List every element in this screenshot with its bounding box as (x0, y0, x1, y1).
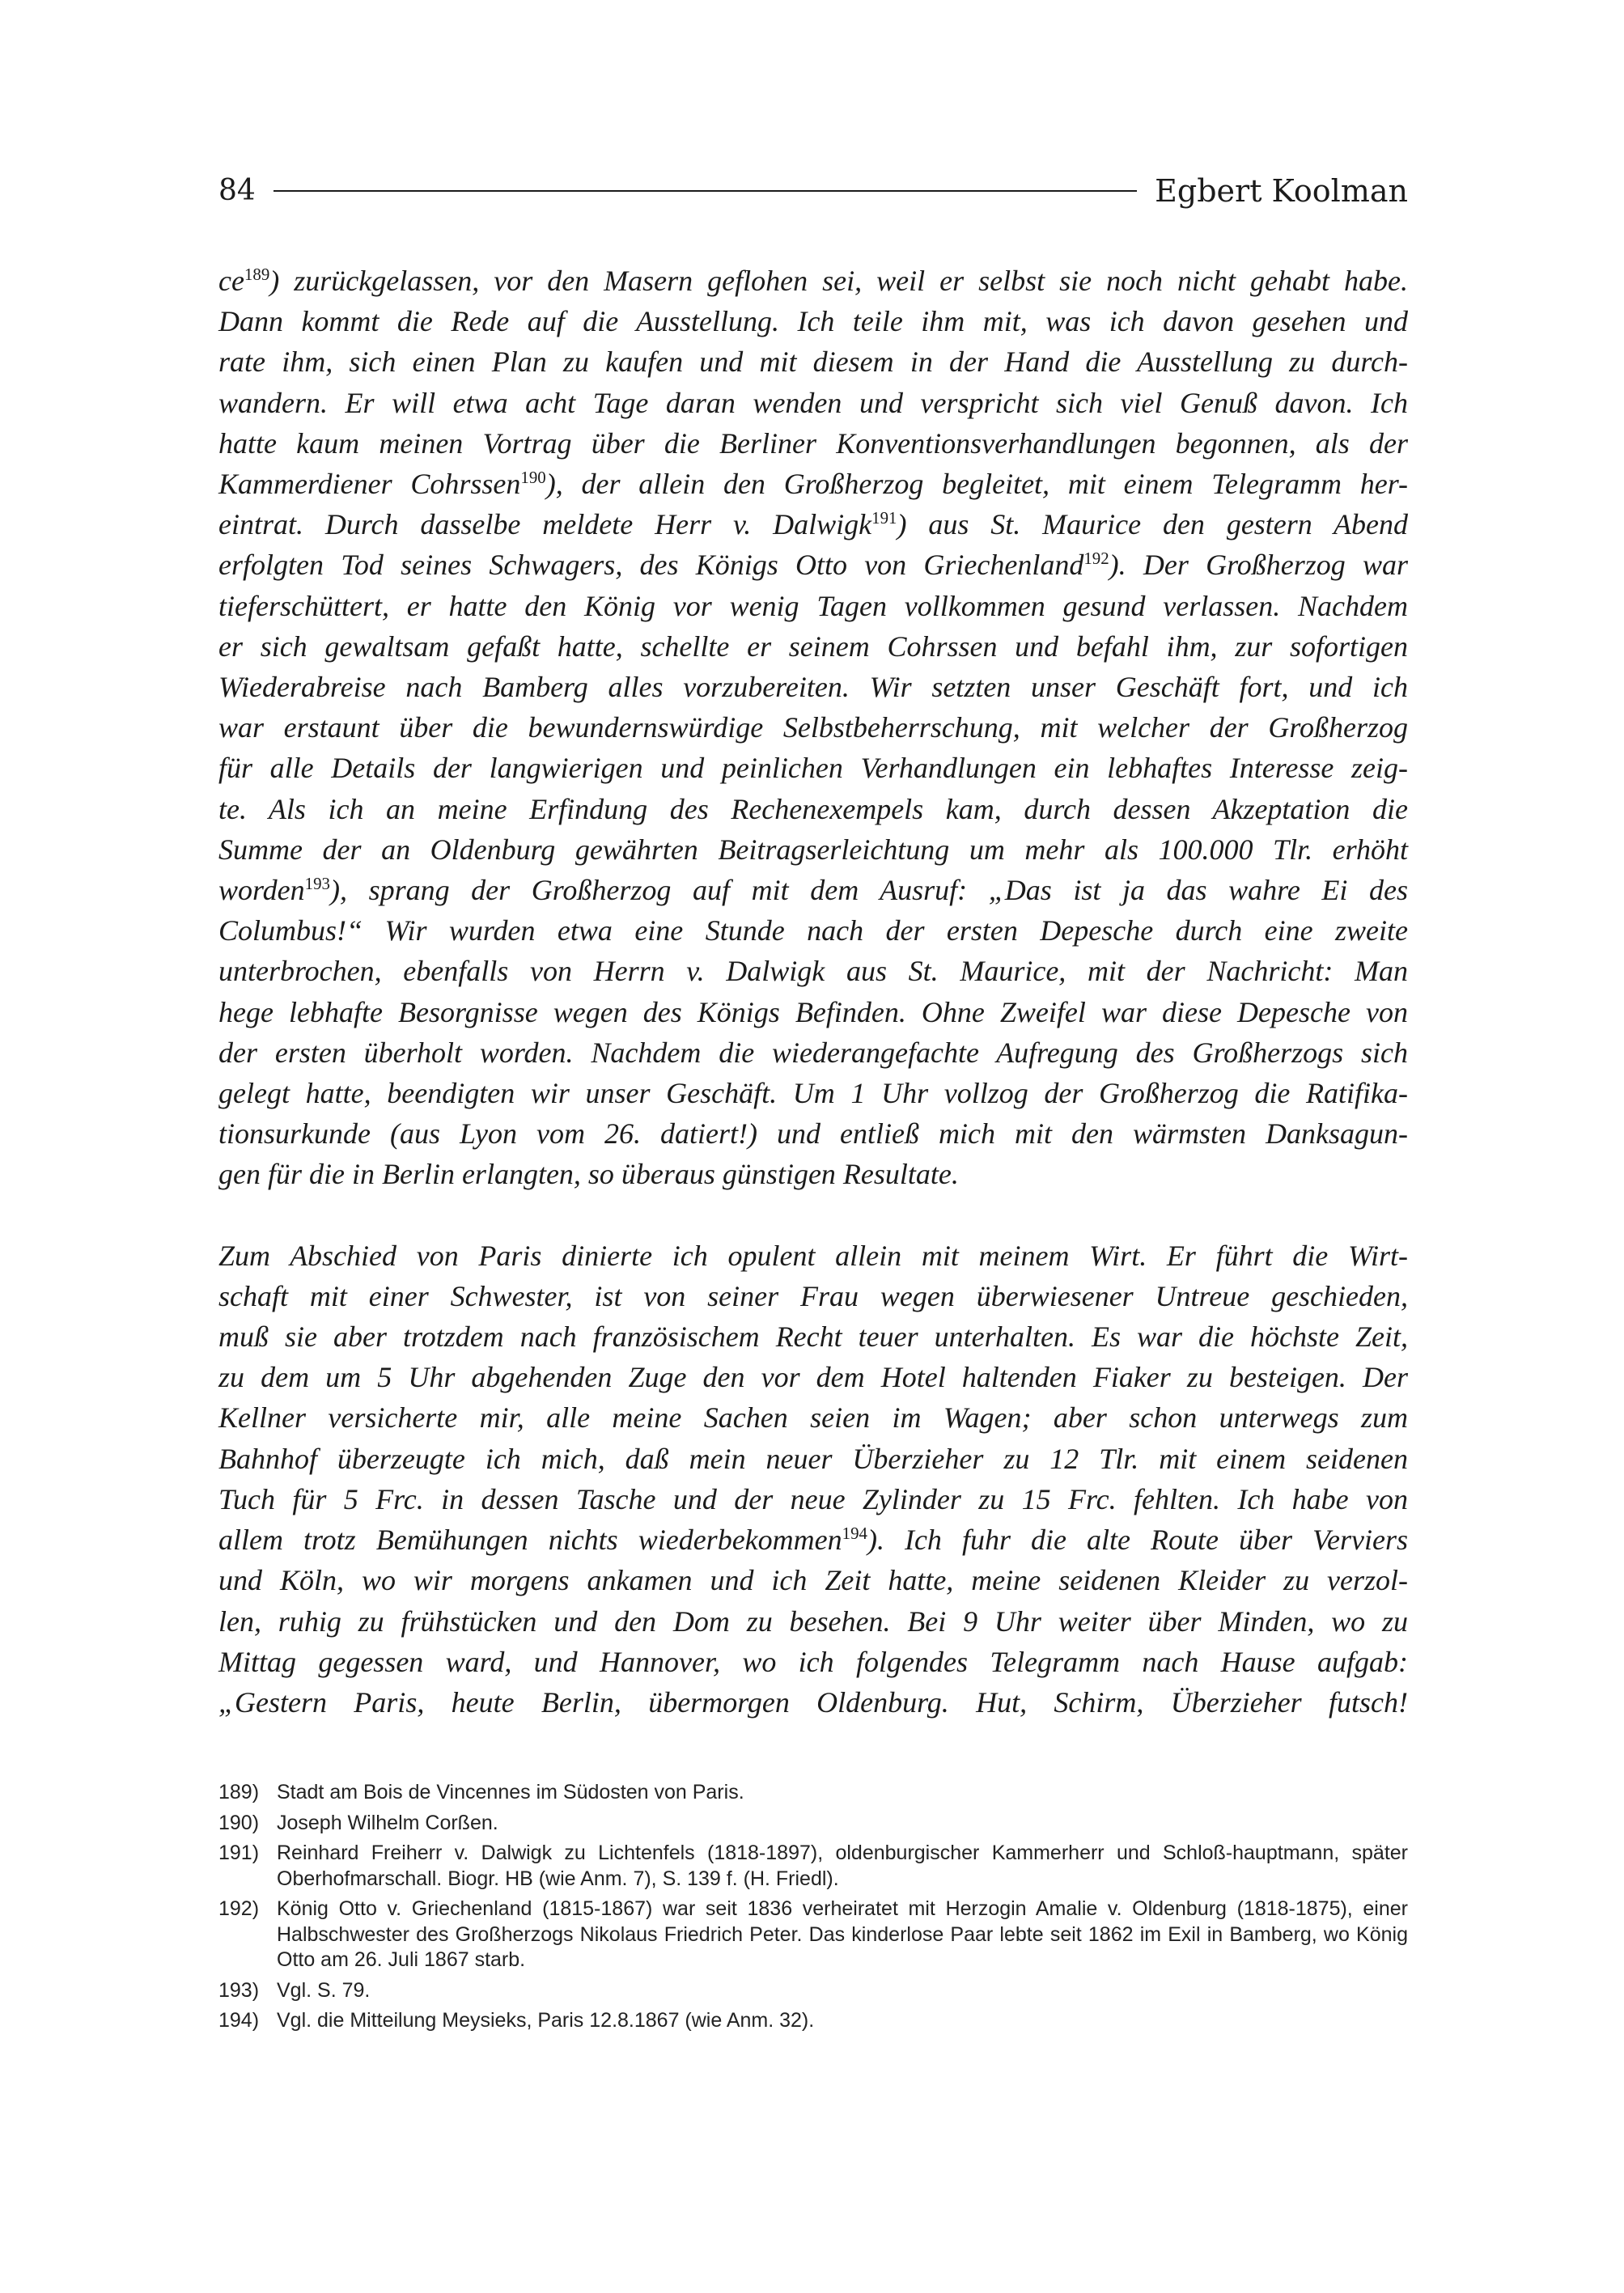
footnote (218, 1841, 1408, 1892)
line-text: ) zurückgelassen, vor den Masern geflohen sei, weil er selbst sie noch nicht gehabt habe. (269, 265, 1408, 297)
text-line (218, 545, 1408, 585)
line-text: der ersten überholt worden. Nachdem die wiederangefachte Aufregung des Großherzogs sich (218, 1036, 1408, 1069)
line-text: Dann kommt die Rede auf die Ausstellung. Ich teile ihm mit, was ich davon gesehen und (218, 305, 1408, 338)
text-line (218, 789, 1408, 829)
line-text: er sich gewaltsam gefaßt hatte, schellte er seinem Cohrssen und befahl ihm, zur sofortigen (218, 629, 1408, 663)
text-line (218, 748, 1408, 788)
line-text: Zum Abschied von Paris dinierte ich opulent allein mit meinem Wirt. Er führt die Wirt- (218, 1239, 1408, 1272)
page-header (218, 167, 1408, 215)
line-text: Columbus!“ Wir wurden etwa eine Stunde nach der ersten Depesche durch eine zweite (218, 914, 1408, 947)
page-number: 84 (218, 174, 256, 207)
text-line (218, 626, 1408, 667)
text-line (218, 1236, 1408, 1276)
footnote-number: 194) (218, 2009, 260, 2032)
text-line (218, 261, 1408, 301)
footnote-number: 193) (218, 1978, 260, 2002)
text-line (218, 1479, 1408, 1519)
text-line (218, 910, 1408, 951)
text-line (218, 1397, 1408, 1438)
line-text: tieferschüttert, er hatte den König vor wenig Tagen vollkommen gesund verlassen. Nachdem (218, 589, 1408, 622)
footnote-text: Stadt am Bois de Vincennes im Südosten von Paris. (277, 1781, 744, 1803)
text-line (218, 1276, 1408, 1316)
paragraph-1 (218, 261, 1408, 1195)
text-line (218, 423, 1408, 464)
line-text: eintrat. Durch dasselbe meldete Herr v. Dalwigk (218, 508, 872, 541)
text-line (218, 1113, 1408, 1154)
line-text: ), der allein den Großherzog begleitet, mit einem Telegramm her- (545, 468, 1408, 501)
line-text: erfolgten Tod seines Schwagers, des Königs Otto von Griechenland (218, 549, 1084, 582)
line-text: ), sprang der Großherzog auf mit dem Ausruf: „Das ist ja das wahre Ei des (329, 874, 1408, 907)
line-text: Summe der an Oldenburg gewährten Beitragserleichtung um mehr als 100.000 Tlr. erhöht (218, 833, 1408, 866)
text-line (218, 301, 1408, 341)
footnote-reference: 189 (244, 265, 270, 284)
footnote (218, 1780, 1408, 1806)
footnote (218, 1897, 1408, 1973)
line-text: muß sie aber trotzdem nach französischem Recht teuer unterhalten. Es war die höchste Zeit, (218, 1320, 1408, 1354)
line-text: für alle Details der langwierigen und peinlichen Verhandlungen ein lebhaftes Interesse zeig- (218, 752, 1408, 785)
paragraph-2 (218, 1236, 1408, 1723)
line-text: gen für die in Berlin erlangten, so überaus günstigen Resultate. (218, 1158, 959, 1191)
line-text: schaft mit einer Schwester, ist von seiner Frau wegen überwiesener Untreue geschieden, (218, 1279, 1408, 1312)
footnote (218, 1978, 1408, 2004)
line-text: Mittag gegessen ward, und Hannover, wo ich folgendes Telegramm nach Hause aufgab: (218, 1645, 1408, 1678)
text-line (218, 667, 1408, 707)
footnote-reference: 192 (1083, 549, 1109, 569)
text-line (218, 464, 1408, 504)
line-text: gelegt hatte, beendigten wir unser Geschäft. Um 1 Uhr vollzog der Großherzog die Ratifika- (218, 1077, 1408, 1110)
line-text: hatte kaum meinen Vortrag über die Berliner Konventionsverhandlungen begonnen, als der (218, 426, 1408, 460)
header-rule (273, 190, 1137, 192)
line-text: und Köln, wo wir morgens ankamen und ich Zeit hatte, meine seidenen Kleider zu verzol- (218, 1564, 1408, 1597)
main-text (218, 261, 1408, 1723)
footnote-number: 191) (218, 1842, 260, 1864)
line-text: ) aus St. Maurice den gestern Abend (897, 508, 1408, 541)
text-line (218, 1357, 1408, 1397)
line-text: wandern. Er will etwa acht Tage daran wenden und verspricht sich viel Genuß davon. Ich (218, 386, 1408, 419)
text-line (218, 951, 1408, 991)
text-line (218, 1032, 1408, 1073)
text-line (218, 1073, 1408, 1113)
line-text: ). Ich fuhr die alte Route über Verviers (867, 1524, 1408, 1557)
text-line (218, 504, 1408, 545)
footnote-reference: 191 (871, 508, 897, 528)
line-text: Wiederabreise nach Bamberg alles vorzubereiten. Wir setzten unser Geschäft fort, und ich (218, 671, 1408, 704)
line-text: war erstaunt über die bewundernswürdige Selbstbeherrschung, mit welcher der Großherzog (218, 711, 1408, 744)
text-line (218, 1519, 1408, 1560)
line-text: ). Der Großherzog war (1109, 549, 1408, 582)
line-text: Bahnhof überzeugte ich mich, daß mein neuer Überzieher zu 12 Tlr. mit einem seidenen (218, 1442, 1408, 1475)
text-line (218, 586, 1408, 626)
footnote-text: Vgl. S. 79. (277, 1978, 371, 2002)
footnote-reference: 193 (304, 874, 330, 894)
footnote-text: Joseph Wilhelm Corßen. (277, 1811, 498, 1834)
text-line (218, 383, 1408, 423)
footnote-reference: 194 (842, 1524, 867, 1544)
footnote (218, 2008, 1408, 2034)
line-text: tionsurkunde (aus Lyon vom 26. datiert!) und entließ mich mit den wärmsten Danksagun- (218, 1117, 1408, 1151)
text-line (218, 1682, 1408, 1723)
line-text: unterbrochen, ebenfalls von Herrn v. Dalwigk aus St. Maurice, mit der Nachricht: Man (218, 955, 1408, 988)
line-text: te. Als ich an meine Erfindung des Rechenexempels kam, durch dessen Akzeptation die (218, 792, 1408, 825)
text-line (218, 1560, 1408, 1600)
footnote-text: Vgl. die Mitteilung Meysieks, Paris 12.8.1867 (wie Anm. 32). (277, 2009, 815, 2032)
text-line (218, 1601, 1408, 1642)
line-text: worden (218, 874, 305, 907)
line-text: „Gestern Paris, heute Berlin, übermorgen Oldenburg. Hut, Schirm, Überzieher futsch! (218, 1685, 1408, 1719)
line-text: rate ihm, sich einen Plan zu kaufen und mit diesem in der Hand die Ausstellung zu durch- (218, 345, 1408, 379)
line-text: ce (218, 265, 244, 297)
footnote-number: 189) (218, 1781, 260, 1803)
line-text: Kammerdiener Cohrssen (218, 468, 521, 501)
line-text: Tuch für 5 Frc. in dessen Tasche und der neue Zylinder zu 15 Frc. fehlten. Ich habe von (218, 1482, 1408, 1515)
line-text: len, ruhig zu frühstücken und den Dom zu besehen. Bei 9 Uhr weiter über Minden, wo zu (218, 1604, 1408, 1638)
text-line (218, 1439, 1408, 1479)
footnote-number: 192) (218, 1897, 260, 1920)
footnotes (218, 1780, 1408, 2039)
text-line (218, 1154, 1408, 1194)
running-head: Egbert Koolman (1155, 173, 1408, 209)
text-line (218, 829, 1408, 870)
line-text: allem trotz Bemühungen nichts wiederbekommen (218, 1524, 842, 1557)
text-line (218, 707, 1408, 748)
line-text: zu dem um 5 Uhr abgehenden Zuge den vor dem Hotel haltenden Fiaker zu besteigen. Der (218, 1361, 1408, 1394)
text-line (218, 1316, 1408, 1357)
line-text: hege lebhafte Besorgnisse wegen des Königs Befinden. Ohne Zweifel war diese Depesche von (218, 995, 1408, 1028)
text-line (218, 1642, 1408, 1682)
text-line (218, 341, 1408, 382)
text-line (218, 992, 1408, 1032)
line-text: Kellner versicherte mir, alle meine Sachen seien im Wagen; aber schon unterwegs zum (218, 1401, 1408, 1435)
footnote-text: König Otto v. Griechenland (1815-1867) war seit 1836 verheiratet mit Herzogin Amalie v. Oldenburg (1818-1875), einer Halbschwester des Großherzogs Nikolaus Friedrich Peter. Das kinderlose Paar lebte seit 1862 im Exil in Bamberg, wo König Otto am 26. Juli 1867 starb. (277, 1897, 1408, 1971)
footnote-number: 190) (218, 1811, 260, 1834)
footnote-reference: 190 (520, 468, 546, 488)
text-line (218, 870, 1408, 910)
footnote-text: Reinhard Freiherr v. Dalwigk zu Lichtenfels (1818-1897), oldenburgischer Kammerherr und Schloß-hauptmann, später Oberhofmarschall. Biogr. HB (wie Anm. 7), S. 139 f. (H. Friedl). (277, 1842, 1408, 1890)
footnote (218, 1811, 1408, 1837)
